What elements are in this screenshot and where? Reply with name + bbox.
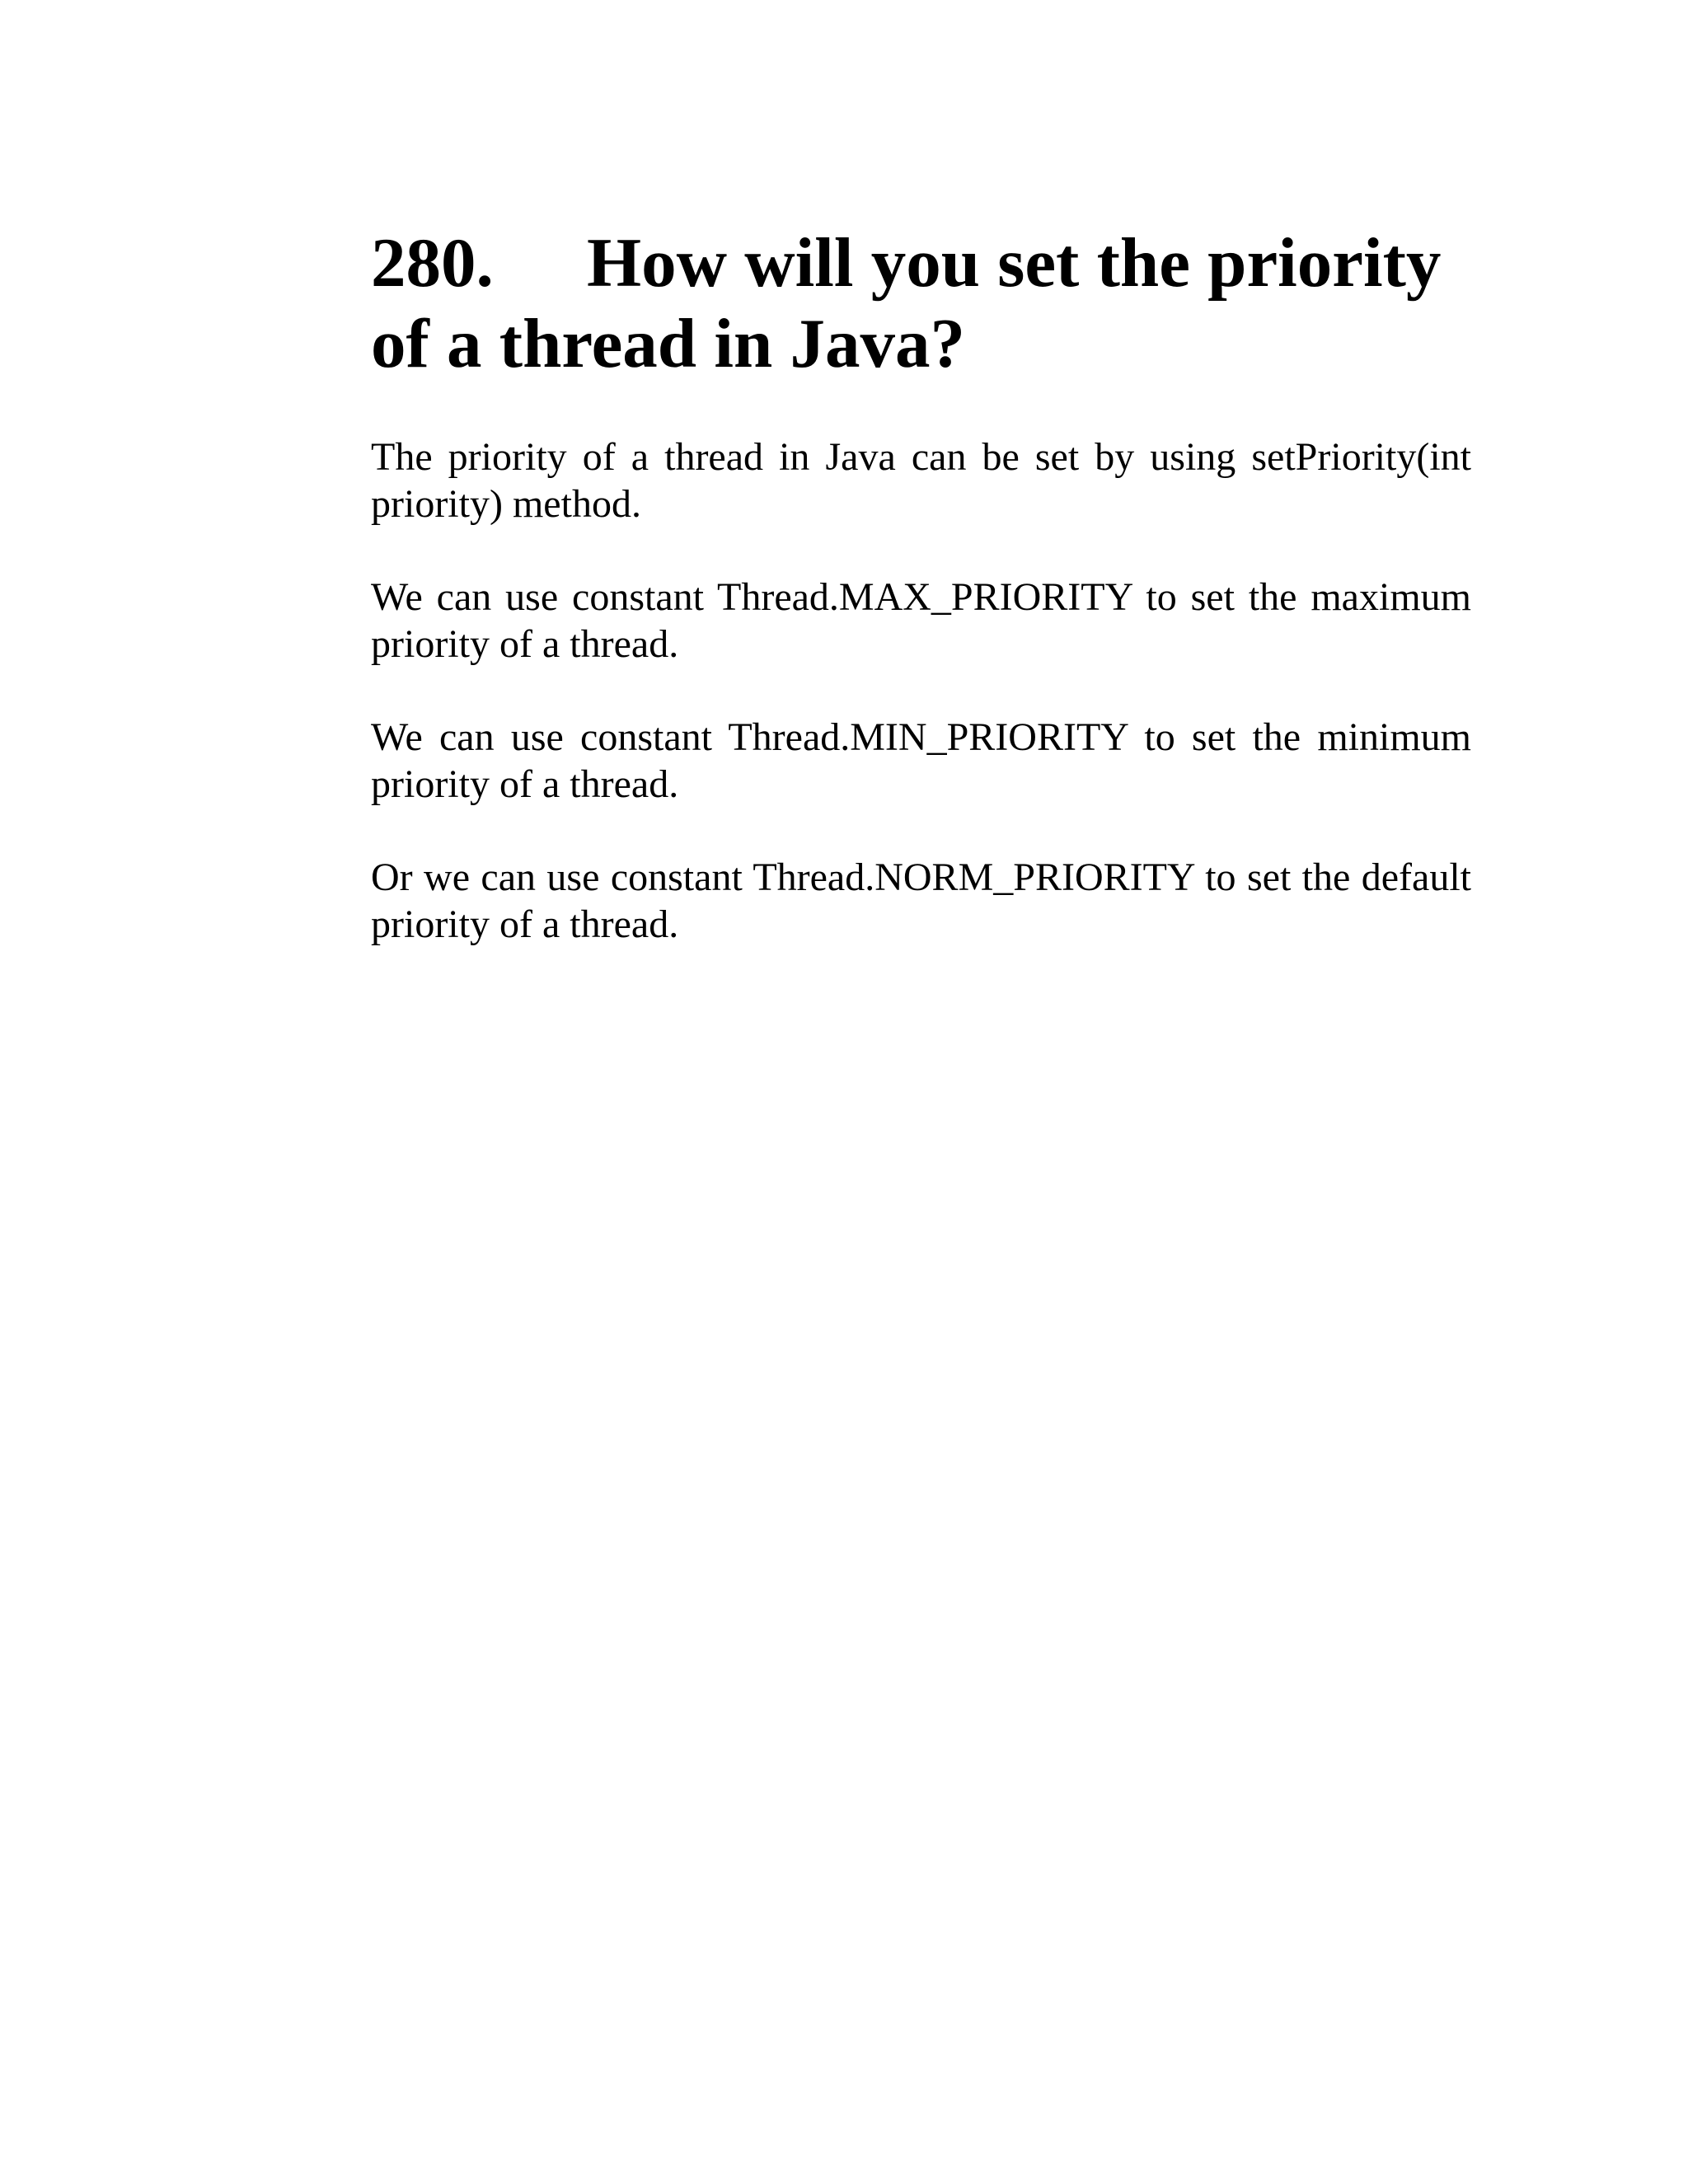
- paragraph-max-priority: We can use constant Thread.MAX_PRIORITY to set the maximum priority of a thread.: [371, 575, 1471, 666]
- paragraph-min-priority: We can use constant Thread.MIN_PRIORITY to set the minimum priority of a thread.: [371, 715, 1471, 806]
- question-number: 280.: [371, 224, 494, 302]
- question-title: How will you set the priority of a thread in Java?: [371, 224, 1442, 382]
- question-heading: [371, 223, 1471, 384]
- document-page: [371, 223, 1471, 948]
- paragraph-setpriority: The priority of a thread in Java can be set by using setPriority(int priority) method.: [371, 435, 1471, 526]
- paragraph-norm-priority: Or we can use constant Thread.NORM_PRIORITY to set the default priority of a thread.: [371, 855, 1471, 946]
